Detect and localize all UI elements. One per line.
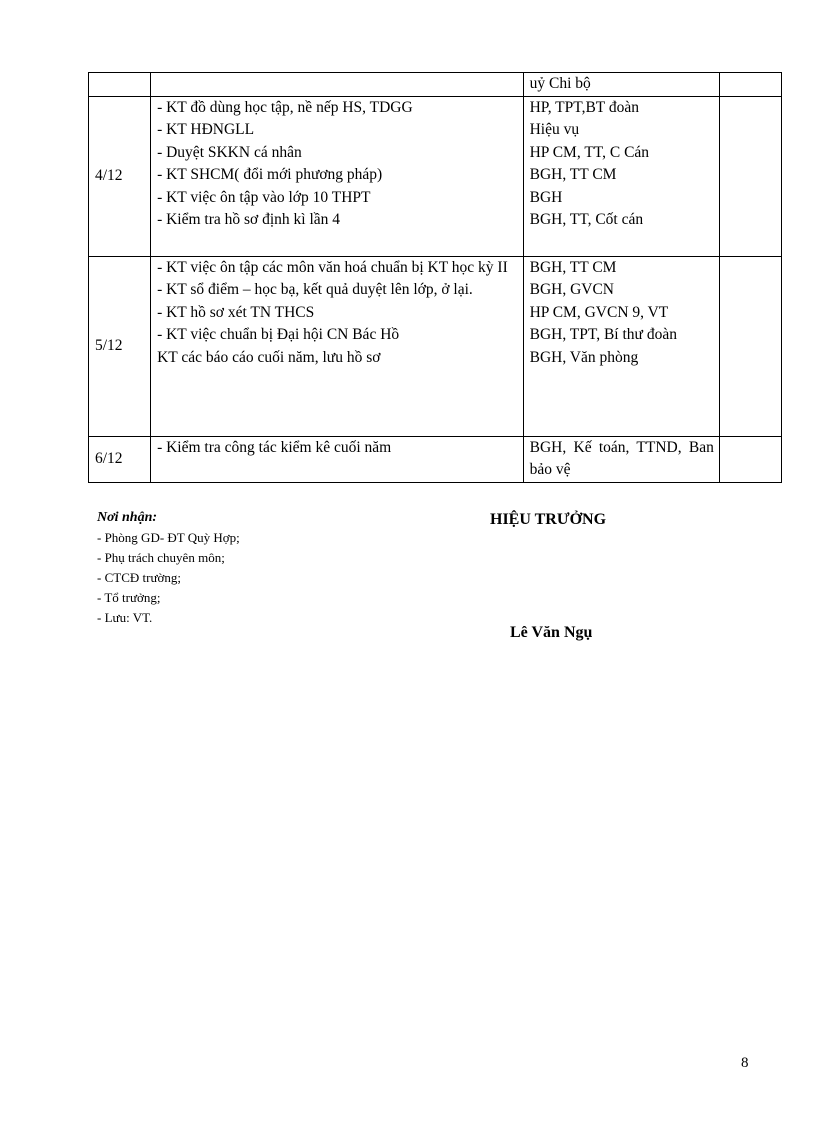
- note-cell: [719, 73, 781, 97]
- task-line: - KT việc ôn tập vào lớp 10 THPT: [157, 188, 371, 206]
- note-cell: [719, 256, 781, 436]
- responsible-line: HP, TPT,BT đoàn: [529, 98, 639, 116]
- task-line: - KT HĐNGLL: [157, 121, 255, 138]
- note-cell: [719, 96, 781, 256]
- date-cell: 6/12: [89, 436, 151, 482]
- task-line: - Duyệt SKKN cá nhân: [157, 143, 302, 161]
- task-cell: [151, 256, 524, 436]
- recipient-item: - Phòng GD- ĐT Quỳ Hợp;: [97, 530, 240, 545]
- responsible-line: BGH, TT, Cốt cán: [529, 211, 644, 228]
- responsible-line: HP CM, GVCN 9, VT: [529, 303, 669, 321]
- task-line: - KT sổ điểm – học bạ, kết quả duyệt lên lớp, ở lại.: [157, 281, 473, 298]
- note-cell: [719, 436, 781, 482]
- responsible-line: BGH, TT CM: [529, 166, 617, 183]
- plan-table: [88, 72, 782, 483]
- responsible-line: BGH, Văn phòng: [529, 348, 639, 366]
- task-cell: [151, 73, 524, 97]
- responsible-line: BGH, GVCN: [529, 281, 615, 298]
- responsible-cell: [523, 256, 719, 436]
- task-line: - KT hồ sơ xét TN THCS: [157, 303, 315, 321]
- task-line: - Kiểm tra công tác kiểm kê cuối năm: [157, 438, 392, 456]
- date-cell: 5/12: [89, 256, 151, 436]
- recipient-item: - CTCĐ trường;: [97, 570, 181, 585]
- responsible-cell: [523, 73, 719, 97]
- table-row: [89, 256, 782, 436]
- recipients-title: Nơi nhận:: [97, 510, 158, 525]
- recipient-item: - Phụ trách chuyên môn;: [97, 550, 225, 565]
- task-line: - KT đồ dùng học tập, nề nếp HS, TDGG: [157, 98, 413, 116]
- table-row: [89, 96, 782, 256]
- responsible-cell: [523, 436, 719, 482]
- date-cell: 4/12: [89, 96, 151, 256]
- recipient-item: - Tổ trưởng;: [97, 590, 161, 605]
- task-line: KT các báo cáo cuối năm, lưu hồ sơ: [157, 348, 381, 366]
- table-row: [89, 73, 782, 97]
- task-cell: [151, 96, 524, 256]
- task-line: - Kiểm tra hồ sơ định kì lần 4: [157, 211, 341, 228]
- responsible-line: HP CM, TT, C Cán: [529, 143, 650, 161]
- task-line: - KT việc ôn tập các môn văn hoá chuẩn bị KT học kỳ II: [157, 258, 508, 276]
- date-cell: [89, 73, 151, 97]
- responsible-line: BGH, TT CM: [529, 258, 617, 276]
- task-cell: [151, 436, 524, 482]
- recipient-item: - Lưu: VT.: [97, 610, 153, 625]
- recipients-block: [97, 508, 240, 628]
- table-row: [89, 436, 782, 482]
- responsible-line: uỷ Chi bộ: [529, 75, 591, 92]
- responsible-cell: [523, 96, 719, 256]
- page-number: 8: [741, 1055, 749, 1071]
- responsible-line: BGH, Kế toán, TTND, Ban bảo vệ: [529, 438, 714, 478]
- signature-title: HIỆU TRƯỞNG: [490, 511, 607, 528]
- task-line: - KT SHCM( đổi mới phương pháp): [157, 166, 383, 183]
- task-line: - KT việc chuẩn bị Đại hội CN Bác Hồ: [157, 326, 400, 343]
- responsible-line: BGH: [529, 188, 563, 206]
- signature-name: Lê Văn Ngụ: [510, 624, 593, 641]
- responsible-line: BGH, TPT, Bí thư đoàn: [529, 326, 677, 343]
- responsible-line: Hiệu vụ: [529, 121, 580, 138]
